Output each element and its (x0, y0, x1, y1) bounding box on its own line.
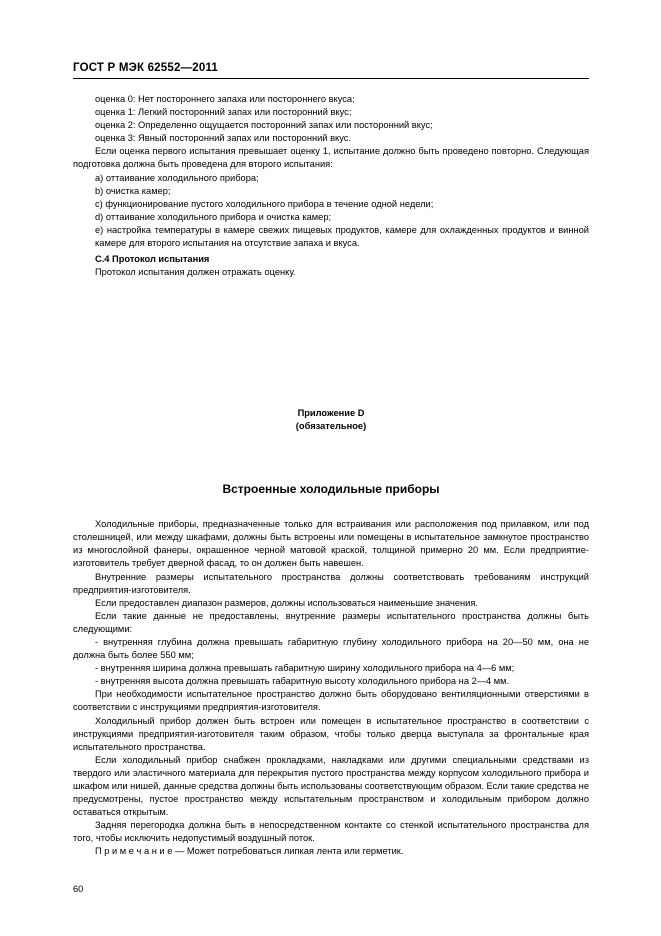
preparation-step: a) оттаивание холодильного прибора; (95, 172, 259, 183)
annex-paragraph: Если предоставлен диапазон размеров, должны использоваться наименьшие значения. (95, 597, 478, 608)
annex-note: П р и м е ч а н и е — Может потребоваться липкая лента или герметик. (95, 846, 404, 857)
annex-paragraph: Задняя перегородка должна быть в непосредственном контакте со стенкой испытательного пространства для того, чтобы исключить недопустимый воздушный поток. (73, 820, 589, 844)
annex-paragraph: При необходимости испытательное пространство должно быть оборудовано вентиляционными отверстиями в соответствии с инструкциями предприятия-изготовителя. (73, 689, 589, 713)
annex-label-line2: (обязательное) (295, 420, 367, 431)
page-number: 60 (73, 884, 84, 894)
rating-item: оценка 0: Нет постороннего запаха или постороннего вкуса; (95, 94, 355, 104)
rating-item: оценка 3: Явный посторонний запах или посторонний вкус. (95, 133, 351, 144)
preparation-step: c) функционирование пустого холодильного прибора в течение одной недели; (95, 198, 434, 209)
document-header: ГОСТ Р МЭК 62552—2011 (73, 62, 219, 74)
preparation-step: b) очистка камер; (95, 185, 171, 196)
annex-label (73, 407, 589, 432)
annex-dimension-item: - внутренняя высота должна превышать габаритную высоту холодильного прибора на 2—4 мм. (95, 676, 510, 687)
annex-paragraph: Внутренние размеры испытательного пространства должны соответствовать требованиям инструкций предприятия-изготовителя. (73, 571, 589, 595)
rating-item: оценка 1: Легкий посторонний запах или посторонний вкус; (95, 107, 352, 118)
preparation-step: d) оттаивание холодильного прибора и очистка камер; (95, 211, 332, 222)
section-c4-title: С.4 Протокол испытания (95, 254, 210, 265)
annex-paragraph: Холодильный прибор должен быть встроен или помещен в испытательное пространство в соответствии с инструкциями предприятия-изготовителя таким образом, чтобы только дверца выступала за фронтальные края испытательного пространства. (73, 715, 589, 752)
annex-paragraph: Если холодильный прибор снабжен прокладками, накладками или другими специальными средствами из твердого или эластичного материала для перекрытия пустого пространства между корпусом холодильного прибора и шкафом или нишей, данные средства должны быть использованы соответствующим образом. Если такие средства не предусмотрены, пустое пространство между испытательным пространством и холодильным прибором должно оставаться открытым. (73, 754, 589, 818)
annex-paragraph: Если такие данные не предоставлены, внутренние размеры испытательного пространства должны быть следующими: (73, 610, 589, 634)
annex-label-line1: Приложение D (297, 408, 365, 419)
annex-dimension-item: - внутренняя ширина должна превышать габаритную ширину холодильного прибора на 4—6 мм; (95, 663, 515, 674)
preparation-step: e) настройка температуры в камере свежих пищевых продуктов, камере для охлажденных продуктов и винной камере для второго испытания на отсутствие запаха и вкуса. (95, 224, 589, 249)
rating-item: оценка 2: Определенно ощущается посторонний запах или посторонний вкус; (95, 120, 433, 131)
annex-title: Встроенные холодильные приборы (222, 482, 440, 497)
repeat-test-paragraph: Если оценка первого испытания превышает оценку 1, испытание должно быть проведено повторно. Следующая подготовка должна быть проведена для второго испытания: (73, 146, 589, 170)
header-rule (73, 78, 589, 79)
section-c4-text: Протокол испытания должен отражать оценку. (95, 267, 296, 278)
annex-paragraph: Холодильные приборы, предназначенные только для встраивания или расположения под прилавком, или под столешницей, или между шкафами, должны быть встроены или помещены в испытательное замкнутое пространство из многослойной фанеры, окрашенное черной матовой краской, толщиной примерно 20 мм. Если предприятие-изготовитель требует дверной фасад, то он должен быть навешен. (73, 519, 589, 569)
annex-dimension-item: - внутренняя глубина должна превышать габаритную глубину холодильного прибора на 20—50 мм, она не должна быть более 550 мм; (73, 636, 589, 661)
page-content (73, 62, 589, 859)
